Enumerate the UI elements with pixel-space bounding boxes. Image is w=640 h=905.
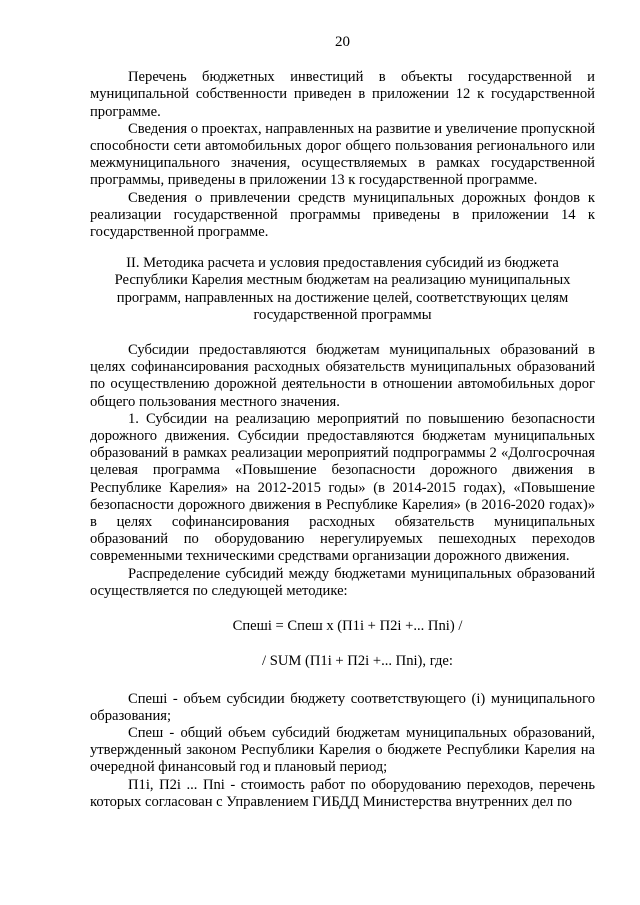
paragraph-road-funds: Сведения о привлечении средств муниципальных дорожных фондов к реализации государственной программы приведены в приложении 14 к государственной программе. [90, 189, 595, 241]
paragraph-subsidy-safety: 1. Субсидии на реализацию мероприятий по повышению безопасности дорожного движения. Субсидии предоставляются бюджетам муниципальных образований в рамках реализации мероприятий подпрограммы 2 «Долгосрочная целевая программа «Повышение безопасности дорожного движения в Республике Карелия» на 2012-2015 годы» (в 2014-2015 годах), «Повышение безопасности дорожного движения в Республике Карелия» (в 2016-2020 годах)» в целях софинансирования расходных обязательств муниципальных образований по оборудованию нерегулируемых пешеходных переходов современными техническими средствами организации дорожного движения. [90, 410, 595, 565]
page-number: 20 [335, 34, 350, 50]
paragraph-definition-total: Спеш - общий объем субсидий бюджетам муниципальных образований, утвержденный законом Республики Карелия о бюджете Республики Карелия на очередной финансовый год и плановый период; [90, 724, 595, 776]
paragraph-budget-investments: Перечень бюджетных инвестиций в объекты государственной и муниципальной собственности приведен в приложении 12 к государственной программе. [90, 69, 595, 120]
paragraph-definition-subsidy-i: Спеші - объем субсидии бюджету соответствующего (i) муниципального образования; [90, 690, 595, 724]
paragraph-road-projects: Сведения о проектах, направленных на развитие и увеличение пропускной способности сети автомобильных дорог общего пользования регионального или межмуниципального значения, осуществляемых в рамках государственной программы, приведены в приложении 13 к государственной программе. [90, 120, 595, 189]
section-heading [90, 255, 595, 324]
paragraph-distribution-method: Распределение субсидий между бюджетами муниципальных образований осуществляется по следующей методике: [90, 565, 595, 599]
formula-line-2: / SUM (П1i + П2i +... Пni), где: [262, 653, 453, 670]
formula-line-1: Спеші = Спеш х (П1i + П2i +... Пni) / [232, 618, 463, 635]
section-heading-line: II. Методика расчета и условия предоставления субсидий из бюджета [126, 255, 559, 272]
section-heading-line: программ, направленных на достижение целей, соответствующих целям [116, 289, 569, 306]
section-heading-line: Республики Карелия местным бюджетам на реализацию муниципальных [114, 272, 571, 289]
document-page [90, 34, 595, 811]
paragraph-subsidies-intro: Субсидии предоставляются бюджетам муниципальных образований в целях софинансирования расходных обязательств муниципальных образований по осуществлению дорожной деятельности в отношении автомобильных дорог общего пользования местного значения. [90, 342, 595, 410]
section-heading-line: государственной программы [253, 306, 432, 323]
paragraph-definition-cost: П1i, П2i ... Пni - стоимость работ по оборудованию переходов, перечень которых согласован с Управлением ГИБДД Министерства внутренних дел по [90, 776, 595, 810]
